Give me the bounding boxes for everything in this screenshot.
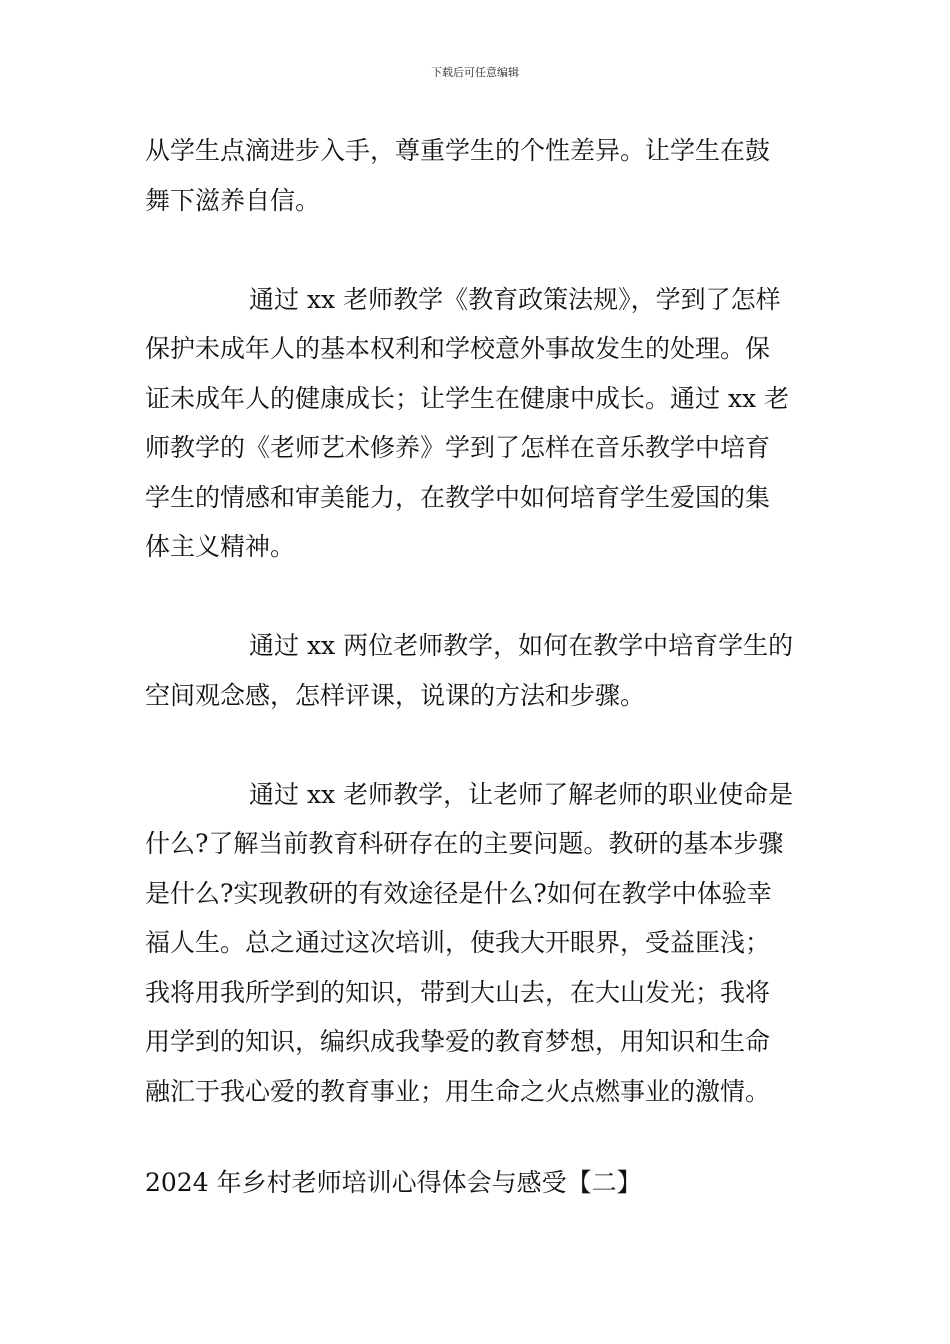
text-line: 什么?了解当前教育科研存在的主要问题。教研的基本步骤 (145, 829, 784, 858)
paragraph (145, 275, 810, 572)
text-line: 融汇于我心爱的教育事业；用生命之火点燃事业的激情。 (145, 1076, 771, 1106)
text-line: 师教学的《老师艺术修养》学到了怎样在音乐教学中培育 (145, 433, 771, 462)
text-line: 证未成年人的健康成长；让学生在健康中成长。通过 xx 老 (145, 383, 790, 413)
paragraph (145, 621, 810, 720)
text-line: 体主义精神。 (145, 532, 296, 561)
text-line: 空间观念感，怎样评课，说课的方法和步骤。 (145, 680, 646, 710)
text-line: 福人生。总之通过这次培训，使我大开眼界，受益匪浅； (145, 928, 771, 957)
text-line: 舞下滋养自信。 (145, 185, 321, 215)
paragraph (145, 770, 810, 1117)
text-line: 通过 xx 老师教学《教育政策法规》，学到了怎样 (249, 284, 781, 314)
text-line: 我将用我所学到的知识，带到大山去，在大山发光；我将 (145, 977, 771, 1007)
text-line: 通过 xx 老师教学，让老师了解老师的职业使命是 (249, 779, 794, 809)
text-line: 保护未成年人的基本权利和学校意外事故发生的处理。保 (145, 334, 771, 363)
text-line: 学生的情感和审美能力，在教学中如何培育学生爱国的集 (145, 482, 771, 512)
text-line: 是什么?实现教研的有效途径是什么?如何在教学中体验幸 (145, 878, 772, 908)
text-line: 从学生点滴进步入手，尊重学生的个性差异。让学生在鼓 (145, 136, 771, 165)
text-line: 通过 xx 两位老师教学，如何在教学中培育学生的 (249, 631, 794, 660)
document-body (145, 126, 810, 1208)
page-header: 下载后可任意编辑 (431, 66, 519, 79)
section-title: 2024 年乡村老师培训心得体会与感受【二】 (145, 1168, 642, 1197)
paragraph (145, 126, 810, 225)
text-line: 用学到的知识，编织成我挚爱的教育梦想，用知识和生命 (145, 1027, 771, 1056)
